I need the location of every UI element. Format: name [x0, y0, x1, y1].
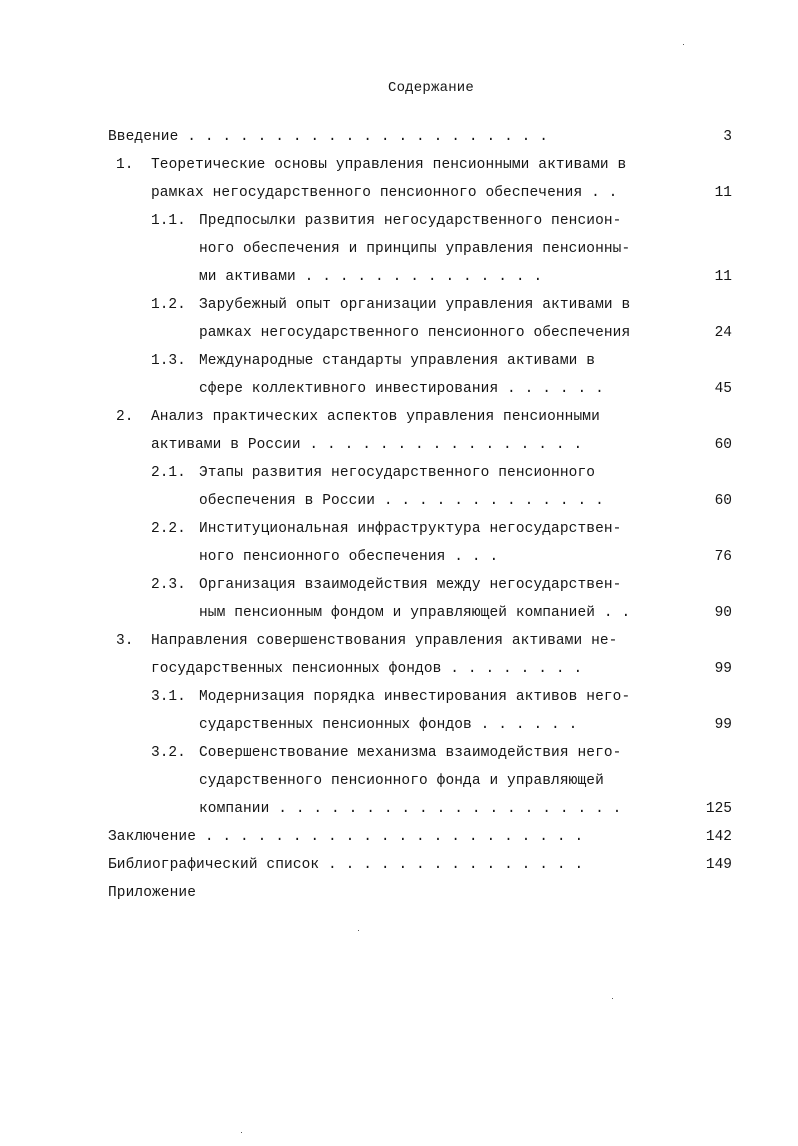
toc-entry-line: ми активами . . . . . . . . . . . . . . [199, 269, 543, 285]
toc-section-number: 2.3. [151, 577, 186, 593]
toc-entry-appendix: Приложение [108, 885, 197, 901]
toc-entry-line: активами в России . . . . . . . . . . . . . . . . [151, 437, 583, 453]
toc-entry-line: рамках негосударственного пенсионного обеспечения . . [151, 185, 618, 201]
toc-entry-line: Зарубежный опыт организации управления активами в [199, 297, 631, 313]
page-title: Содержание [387, 80, 474, 96]
toc-page-number: 125 [705, 801, 732, 817]
toc-entry-line: Институциональная инфраструктура негосударствен- [199, 521, 622, 537]
toc-entry-line: сударственных пенсионных фондов . . . . . . [199, 717, 578, 733]
toc-entry-line: ным пенсионным фондом и управляющей компанией . . [199, 605, 631, 621]
toc-entry-line: Этапы развития негосударственного пенсионного [199, 465, 596, 481]
toc-entry-line: Модернизация порядка инвестирования активов него- [199, 689, 631, 705]
toc-page-number: 76 [714, 549, 732, 565]
toc-section-number: 3.1. [151, 689, 186, 705]
toc-entry-line: обеспечения в России . . . . . . . . . . . . . [199, 493, 604, 509]
toc-page-number: 99 [714, 661, 732, 677]
toc-entry-line: Международные стандарты управления активами в [199, 353, 596, 369]
toc-page-number: 142 [705, 829, 732, 845]
toc-entry-line: Организация взаимодействия между негосударствен- [199, 577, 622, 593]
toc-entry-line: Направления совершенствования управления активами не- [151, 633, 618, 649]
toc-page-number: 60 [714, 437, 732, 453]
toc-section-number: 2.2. [151, 521, 186, 537]
toc-section-number: 2. [116, 409, 134, 425]
toc-page-number: 60 [714, 493, 732, 509]
toc-page-number: 99 [714, 717, 732, 733]
toc-section-number: 1.2. [151, 297, 186, 313]
toc-section-number: 3. [116, 633, 134, 649]
toc-entry-introduction: Введение . . . . . . . . . . . . . . . . . . . . . [108, 129, 549, 145]
toc-entry-conclusion: Заключение . . . . . . . . . . . . . . . . . . . . . . [108, 829, 584, 845]
toc-page-number: 24 [714, 325, 732, 341]
toc-section-number: 2.1. [151, 465, 186, 481]
scan-speck [683, 44, 684, 45]
scan-speck [358, 930, 359, 931]
toc-entry-bibliography: Библиографический список . . . . . . . . . . . . . . . [108, 857, 584, 873]
toc-page-number: 11 [714, 185, 732, 201]
toc-section-number: 1. [116, 157, 134, 173]
toc-page-number: 45 [714, 381, 732, 397]
toc-entry-line: Предпосылки развития негосударственного пенсион- [199, 213, 622, 229]
toc-entry-line: государственных пенсионных фондов . . . . . . . . [151, 661, 583, 677]
toc-page-number: 149 [705, 857, 732, 873]
toc-entry-line: Совершенствование механизма взаимодействия него- [199, 745, 622, 761]
scan-speck [241, 1132, 242, 1133]
toc-section-number: 3.2. [151, 745, 186, 761]
toc-entry-line: Анализ практических аспектов управления пенсионными [151, 409, 600, 425]
toc-entry-line: Теоретические основы управления пенсионными активами в [151, 157, 627, 173]
toc-section-number: 1.1. [151, 213, 186, 229]
toc-section-number: 1.3. [151, 353, 186, 369]
toc-page-number: 90 [714, 605, 732, 621]
toc-entry-line: рамках негосударственного пенсионного обеспечения [199, 325, 631, 341]
toc-entry-line: компании . . . . . . . . . . . . . . . . . . . . [199, 801, 622, 817]
toc-entry-line: ного пенсионного обеспечения . . . [199, 549, 499, 565]
toc-page-number: 11 [714, 269, 732, 285]
scan-speck [612, 998, 613, 999]
toc-entry-line: сударственного пенсионного фонда и управляющей [199, 773, 604, 789]
toc-entry-line: сфере коллективного инвестирования . . . . . . [199, 381, 604, 397]
toc-page-number: 3 [723, 129, 732, 145]
toc-entry-line: ного обеспечения и принципы управления пенсионны- [199, 241, 631, 257]
